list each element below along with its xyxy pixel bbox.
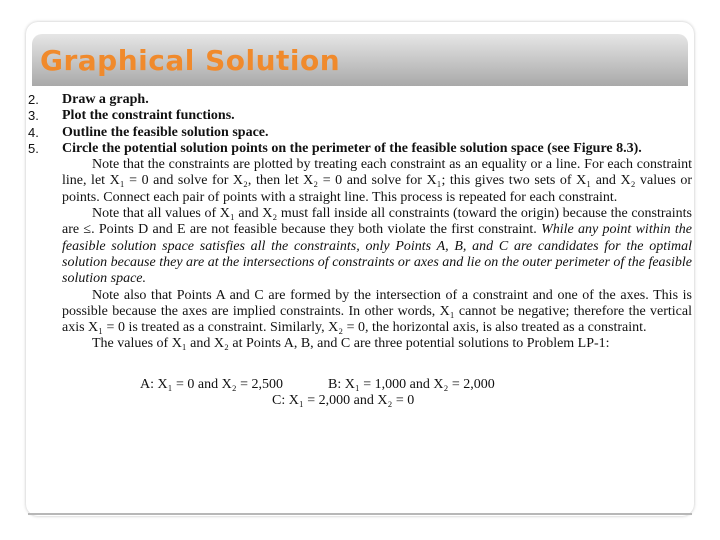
list-item bbox=[28, 92, 692, 108]
list-item bbox=[28, 125, 692, 141]
paragraph-feasibility-italic: While any point within the feasible solution space satisfies all the constraints, only Points A, B, and C are candidates for the optimal solution because they are at the intersections of constraints or axes and lie on the outer perimeter of the feasible solution space. bbox=[62, 222, 692, 287]
slide-title: Graphical Solution bbox=[40, 44, 341, 77]
step-number: 5. bbox=[28, 140, 39, 156]
solution-row bbox=[140, 377, 692, 393]
step-text: Circle the potential solution points on the perimeter of the feasible solution space (see Figure 8.3). bbox=[62, 140, 642, 156]
step-text: Outline the feasible solution space. bbox=[62, 124, 269, 140]
step-number: 2. bbox=[28, 92, 39, 107]
list-item bbox=[28, 141, 692, 157]
solution-points bbox=[28, 377, 692, 410]
step-text: Draw a graph. bbox=[62, 92, 149, 107]
steps-list bbox=[28, 92, 692, 157]
step-number: 3. bbox=[28, 108, 39, 124]
paragraph-values: The values of X₁ and X₂ at Points A, B, and C are three potential solutions to Problem LP-1: bbox=[92, 336, 610, 352]
paragraph-feasibility bbox=[62, 206, 692, 287]
paragraph-feasibility-text: Note that all values of X₁ and X₂ must fall inside all constraints (toward the origin) because the constraints are ≤. Points D and E are not feasible because they both violate the first constraint. bbox=[62, 206, 692, 238]
text-body bbox=[28, 92, 692, 409]
paragraph-constraints: Note that the constraints are plotted by treating each constraint as an equality or a line. For each constraint line, let X₁ = 0 and solve for X₂, then let X₂ = 0 and solve for X₁; this gives two sets of X₁ and X₂ values or points. Connect each pair of points with a straight line. This process is repeated for each constraint. bbox=[62, 157, 692, 205]
step-number: 4. bbox=[28, 124, 39, 140]
list-item bbox=[28, 108, 692, 124]
step-text: Plot the constraint functions. bbox=[62, 108, 235, 124]
paragraph-axes: Note also that Points A and C are formed by the intersection of a constraint and one of the axes. This is possible because the axes are implied constraints. In other words, X₁ cannot be negative; therefore the vertical axis X₁ = 0 is treated as a constraint. Similarly, X₂ = 0, the horizontal axis, is also treated as a constraint. bbox=[62, 287, 692, 336]
bottom-divider bbox=[28, 513, 692, 515]
point-b: B: X₁ = 1,000 and X₂ = 2,000 bbox=[328, 376, 495, 392]
point-c: C: X₁ = 2,000 and X₂ = 0 bbox=[272, 393, 415, 409]
point-a: A: X₁ = 0 and X₂ = 2,500 bbox=[140, 376, 283, 392]
solution-row bbox=[272, 393, 692, 409]
